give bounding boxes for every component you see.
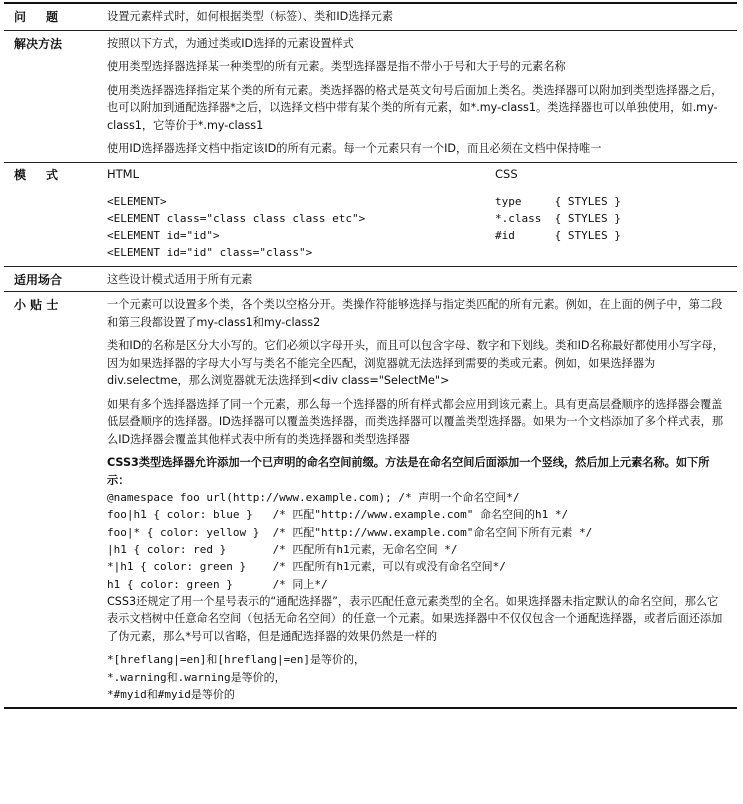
pattern-html-line: <ELEMENT id="id" class="class">: [107, 246, 313, 260]
problem-label: 问 题: [14, 10, 63, 24]
problem-text: [107, 8, 737, 26]
code-line: *|h1 { color: green } /* 匹配所有h1元素，可以有或没有命名空间*/: [107, 560, 506, 574]
pattern-css-line: #id { STYLES }: [495, 229, 621, 243]
applicability-label: 适用场合: [14, 272, 63, 287]
tips-para-1: 一个元素可以设置多个类，各个类以空格分开。类操作符能够选择与指定类匹配的所有元素。例如，在上面的例子中，第二段和第三段都设置了my-class1和my-class2: [107, 298, 723, 329]
solution-class-selector: 使用类选择器选择指定某个类的所有元素。类选择器的格式是英文句号后面加上类名。类选择器可以附加到类型选择器之后，也可以附加到通配选择器*之后，以选择文档中带有某个类的所有元素，如*.my-class1。类选择器也可以单独使用，如.my-class1，它等价于*.my-class1: [107, 83, 723, 132]
pattern-css-column: [495, 166, 729, 262]
row-solution: [4, 31, 737, 162]
tips-para-4: CSS3还规定了用一个星号表示的“通配选择器”，表示匹配任意元素类型的全名。如果选择器未指定默认的命名空间，那么它表示文档树中任意命名空间（包括无命名空间）的任意一个元素。如果选择器中不仅仅包含一个通配选择器，或者后面还添加了伪元素，那么*号可以省略，但是通配选择器的效果仍然是一样的: [107, 594, 723, 643]
code-line: foo|h1 { color: blue } /* 匹配"http://www.example.com" 命名空间的h1 */: [107, 508, 569, 522]
code-line: h1 { color: green } /* 同上*/: [107, 577, 328, 591]
tips-css3-intro: CSS3类型选择器允许添加一个已声明的命名空间前缀。方法是在命名空间后面添加一个竖线，然后加上元素名称。如下所示：: [107, 456, 710, 487]
solution-type-selector: 使用类型选择器选择某一种类型的所有元素。类型选择器是指不带小于号和大于号的元素名称: [107, 60, 566, 73]
pattern-label: 模 式: [14, 167, 63, 182]
tips-para-3: 如果有多个选择器选择了同一个元素，那么每一个选择器的所有样式都会应用到该元素上。具有更高层叠顺序的选择器会覆盖低层叠顺序的选择器。ID选择器可以覆盖类选择器，而类选择器可以覆盖类型选择器。如果为一个文档添加了多个样式表，那么ID选择器会覆盖其他样式表中所有的类选择器和类型选择器: [107, 397, 724, 446]
solution-intro: 按照以下方式，为通过类或ID选择的元素设置样式: [107, 36, 354, 50]
solution-label: 解决方法: [14, 36, 63, 51]
solution-content: [107, 35, 737, 158]
pattern-content: [107, 166, 737, 262]
tips-content: [107, 296, 737, 703]
pattern-html-header: HTML: [107, 166, 140, 181]
equivalence-line: *.warning和.warning是等价的，: [107, 670, 286, 684]
pattern-table: [4, 2, 737, 709]
equivalence-line: *[hreflang|=en]和[hreflang|=en]是等价的，: [107, 653, 366, 667]
code-line: |h1 { color: red } /* 匹配所有h1元素，无命名空间 */: [107, 543, 458, 557]
code-line: foo|* { color: yellow } /* 匹配"http://www.example.com"命名空间下所有元素 */: [107, 525, 593, 539]
tips-label: 小 贴 士: [14, 298, 59, 313]
pattern-html-line: <ELEMENT class="class class class etc">: [107, 211, 366, 225]
problem-text-line: 设置元素样式时，如何根据类型（标签）、类和ID选择元素: [107, 10, 394, 23]
table-bottom-rule: [4, 707, 737, 709]
tips-para-2: 类和ID的名称是区分大小写的。它们必须以字母开头，而且可以包含字母、数字和下划线。类和ID名称最好都使用小写字母，因为如果选择器的字母大小写与类名不能完全匹配，浏览器就无法选择到需要的类或元素。例如，如果选择器为div.selectme，那么浏览器就无法选择到<div class="SelectMe">: [107, 339, 724, 388]
pattern-css-line: *.class { STYLES }: [495, 211, 621, 225]
equivalence-block: [107, 651, 729, 703]
applicability-content: [107, 271, 737, 289]
namespace-code-block: [107, 489, 729, 593]
pattern-html-line: <ELEMENT>: [107, 194, 167, 208]
pattern-css-line: type { STYLES }: [495, 194, 621, 208]
solution-id-selector: 使用ID选择器选择文档中指定该ID的所有元素。每一个元素只有一个ID，而且必须在文档中保持唯一: [107, 142, 602, 155]
row-tips: [4, 292, 737, 707]
equivalence-line: *#myid和#myid是等价的: [107, 688, 235, 702]
pattern-html-column: [107, 166, 495, 262]
row-problem: [4, 4, 737, 30]
row-applicability: [4, 267, 737, 292]
applicability-text: 这些设计模式适用于所有元素: [107, 272, 253, 286]
code-line: @namespace foo url(http://www.example.com); /* 声明一个命名空间*/: [107, 491, 520, 505]
pattern-html-line: <ELEMENT id="id">: [107, 229, 220, 243]
pattern-css-header: CSS: [495, 166, 518, 181]
row-pattern: [4, 163, 737, 266]
